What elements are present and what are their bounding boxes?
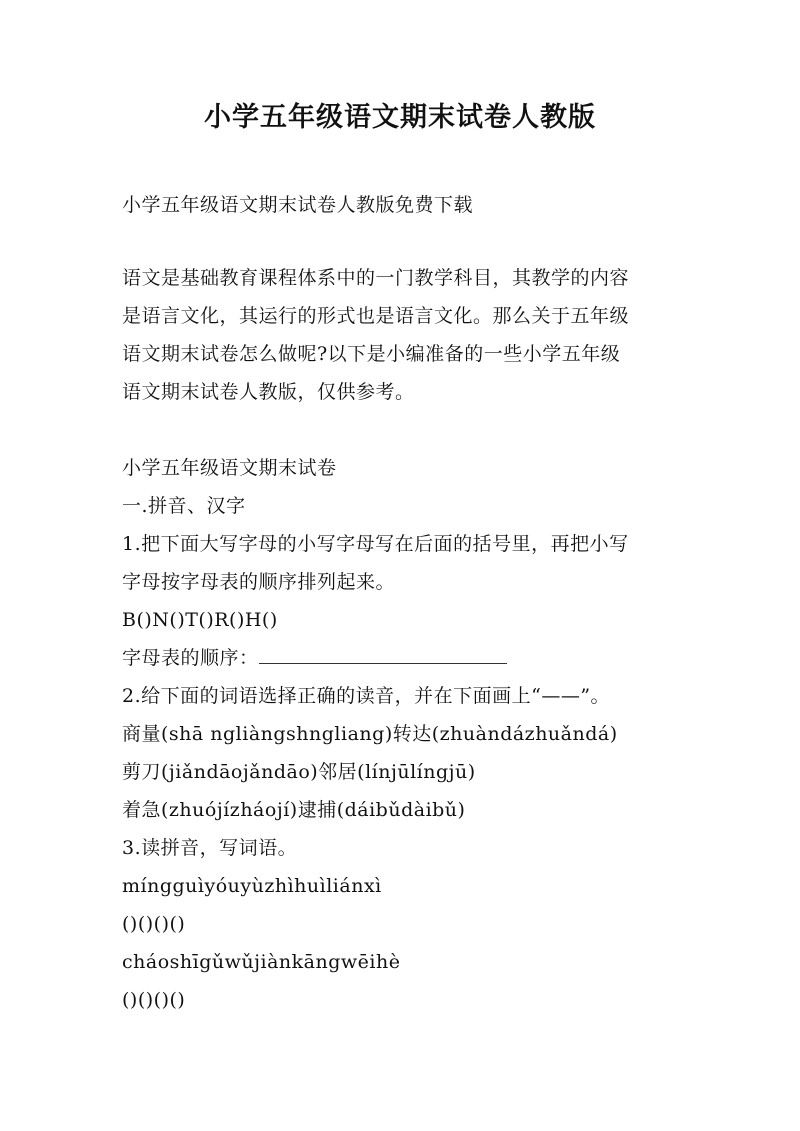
intro-line: 是语言文化，其运行的形式也是语言文化。那么关于五年级 [122, 305, 630, 327]
question-1-line: 1.把下面大写字母的小写字母写在后面的括号里，再把小写 [122, 533, 629, 555]
question-2-line: 商量(shā ngliàngshngliang)转达(zhuàndázhuǎndá) [122, 723, 618, 745]
question-3-blanks: ()()()() [122, 913, 186, 935]
document-subtitle: 小学五年级语文期末试卷人教版免费下载 [122, 194, 474, 216]
question-1-line: 字母按字母表的顺序排列起来。 [122, 571, 396, 593]
question-1-letters: B()N()T()R()H() [122, 609, 278, 631]
exam-heading: 小学五年级语文期末试卷 [122, 457, 337, 479]
question-2-line: 着急(zhuójízháojí)逮捕(dáibǔdàibǔ) [122, 799, 466, 821]
question-1-order-row [122, 645, 507, 671]
document-title: 小学五年级语文期末试卷人教版 [204, 102, 596, 133]
question-3-pinyin: míngguìyóuyùzhìhuìliánxì [122, 875, 382, 897]
question-3-blanks: ()()()() [122, 989, 186, 1011]
intro-line: 语文是基础教育课程体系中的一门教学科目，其教学的内容 [122, 267, 630, 289]
question-3-pinyin: cháoshīgǔwǔjiànkāngwēihè [122, 951, 401, 973]
section-heading-pinyin: 一.拼音、汉字 [122, 495, 246, 517]
intro-line: 语文期末试卷人教版，仅供参考。 [122, 381, 415, 403]
answer-blank-line [259, 645, 507, 664]
question-2-title: 2.给下面的词语选择正确的读音，并在下面画上“——”。 [122, 685, 611, 707]
question-3-title: 3.读拼音，写词语。 [122, 837, 298, 859]
question-1-order-label: 字母表的顺序： [122, 647, 259, 669]
intro-line: 语文期末试卷怎么做呢?以下是小编准备的一些小学五年级 [122, 343, 621, 365]
question-2-line: 剪刀(jiǎndāojǎndāo)邻居(línjūlíngjū) [122, 761, 476, 783]
